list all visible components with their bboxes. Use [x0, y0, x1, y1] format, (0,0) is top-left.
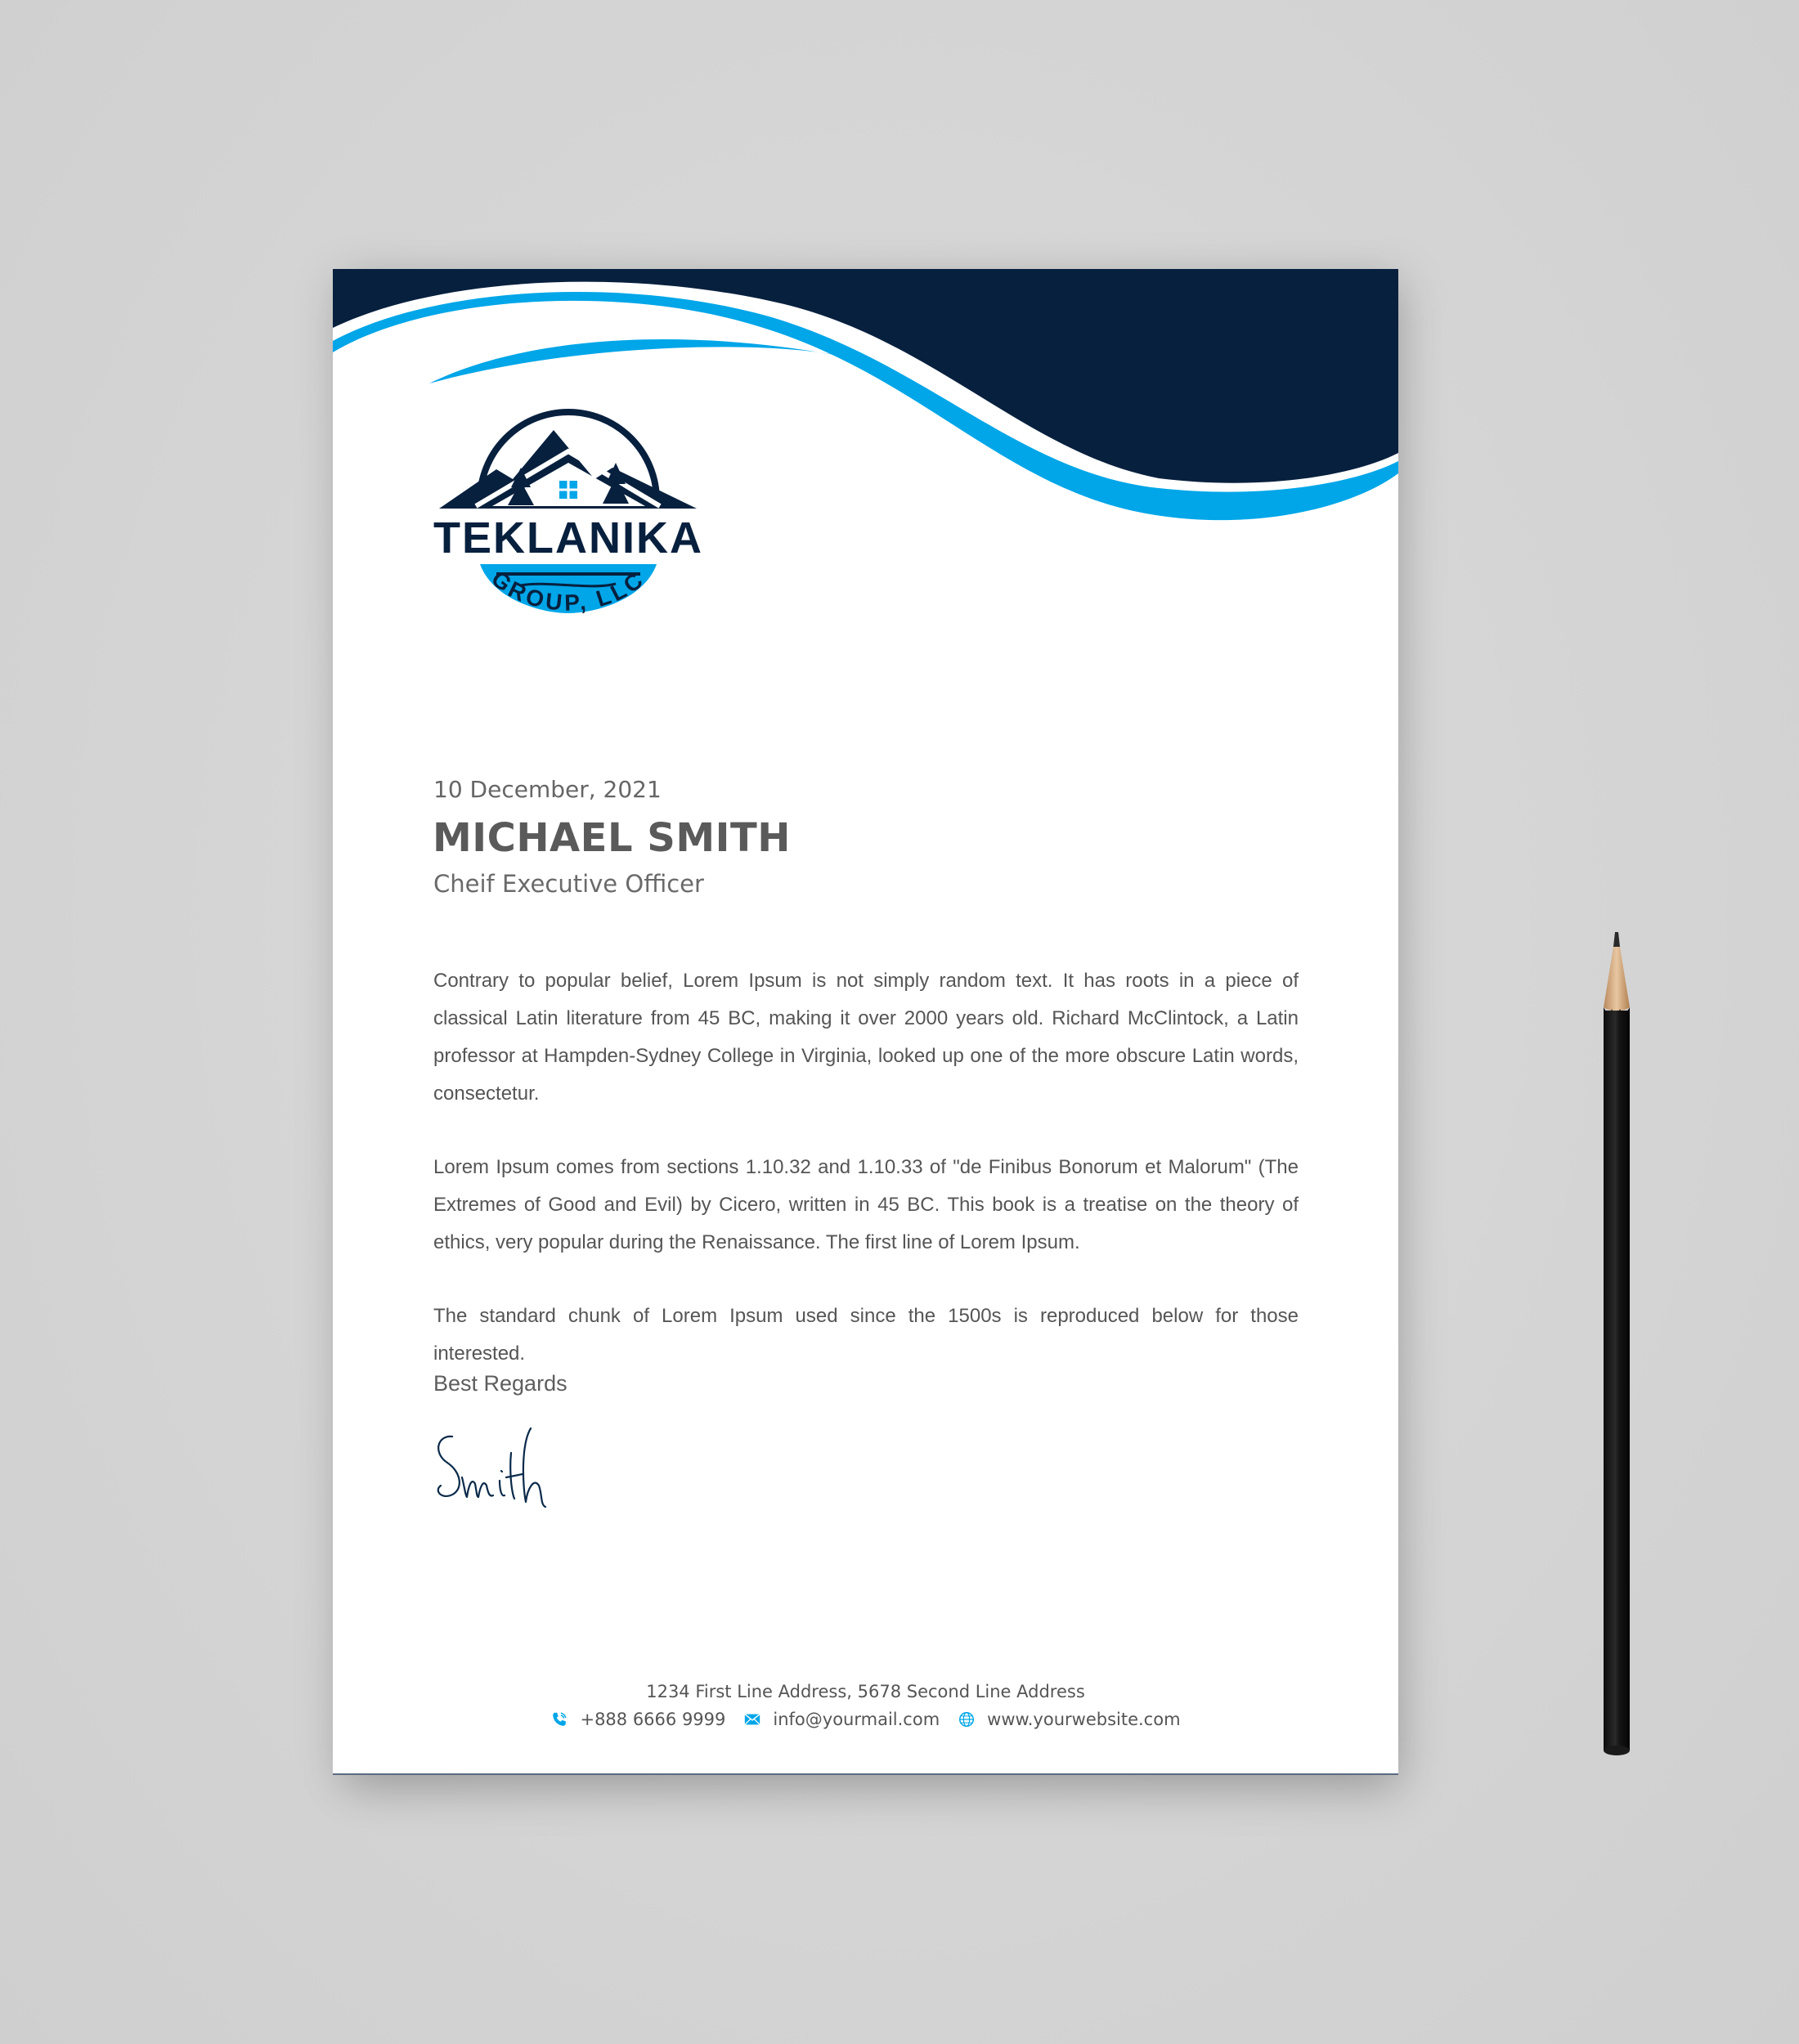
footer-contacts — [333, 1710, 1398, 1729]
logo-sub-text: GROUP, LLC — [487, 565, 650, 616]
paper-bottom-edge — [333, 1773, 1398, 1775]
footer-email — [743, 1710, 940, 1729]
globe-icon — [958, 1710, 976, 1728]
phone-icon — [550, 1710, 568, 1728]
letterhead-page — [333, 269, 1398, 1775]
footer-website — [958, 1710, 1180, 1729]
mail-icon — [743, 1710, 761, 1728]
footer-phone — [550, 1710, 725, 1729]
phone-number: +888 6666 9999 — [580, 1710, 726, 1729]
body-paragraph: The standard chunk of Lorem Ipsum used since the 1500s is reproduced below for those interested. — [433, 1305, 1299, 1365]
closing-text: Best Regards — [433, 1371, 568, 1396]
pencil-image — [1597, 932, 1638, 1766]
email-address: info@yourmail.com — [773, 1710, 940, 1729]
signature-image — [429, 1420, 552, 1514]
letter-footer — [333, 1682, 1398, 1729]
header-inner-swoosh — [429, 339, 856, 383]
recipient-title: Cheif Executive Officer — [433, 870, 704, 898]
recipient-name: MICHAEL SMITH — [433, 815, 791, 861]
company-logo — [431, 404, 705, 616]
body-paragraph: Lorem Ipsum comes from sections 1.10.32 and 1.10.33 of "de Finibus Bonorum et Malorum" (The Extremes of Good and Evil) by Cicero, written in 45 BC. This book is a treatise on the theory of ethics, very popular during the Renaissance. The first line of Lorem Ipsum. — [433, 1156, 1299, 1253]
website-url: www.yourwebsite.com — [987, 1710, 1181, 1729]
footer-address: 1234 First Line Address, 5678 Second Line Address — [646, 1682, 1085, 1701]
body-paragraph: Contrary to popular belief, Lorem Ipsum is not simply random text. It has roots in a piece of classical Latin literature from 45 BC, making it over 2000 years old. Richard McClintock, a Latin professor at Hampden-Sydney College in Virginia, looked up one of the more obscure Latin words, consectetur. — [433, 970, 1299, 1105]
logo-main-text: TEKLANIKA — [433, 513, 703, 563]
letter-body — [433, 962, 1299, 1409]
letter-date: 10 December, 2021 — [433, 776, 662, 803]
